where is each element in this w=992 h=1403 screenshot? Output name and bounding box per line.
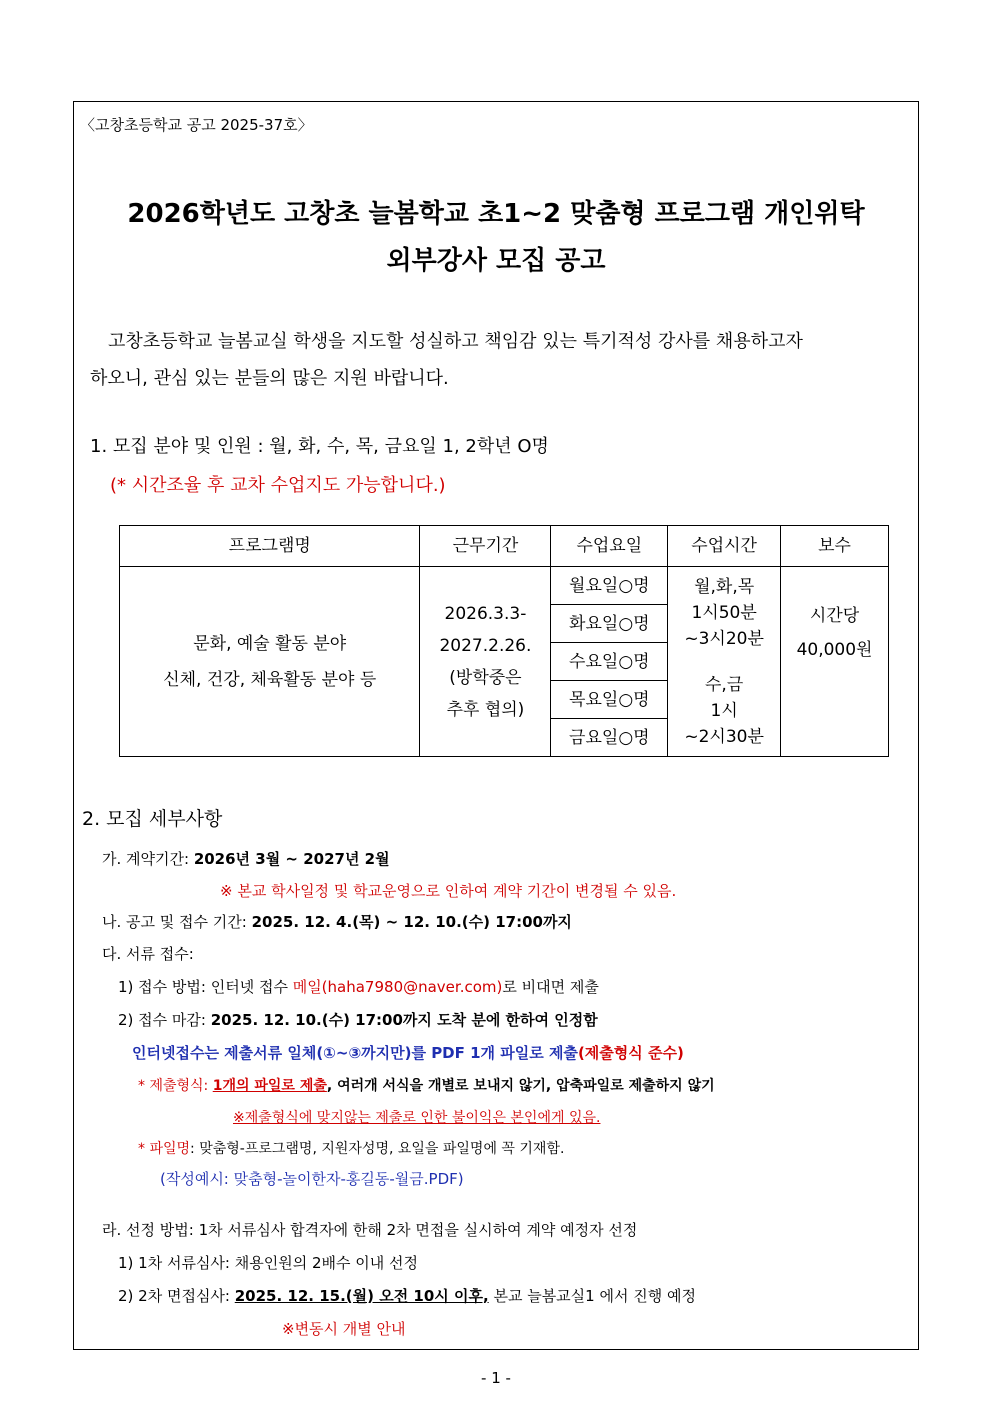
intro-line1: 고창초등학교 늘봄교실 학생을 지도할 성실하고 책임감 있는 특기적성 강사를 채용하고자 — [108, 331, 803, 352]
da1-item: 1) 접수 방법: 인터넷 접수 메일(haha7980@naver.com)로 비대면 제출 — [118, 978, 599, 996]
ga-note: ※ 본교 학사일정 및 학교운영으로 인하여 계약 기간이 변경될 수 있음. — [220, 882, 677, 900]
header-program: 프로그램명 — [120, 526, 420, 567]
day-cell: 화요일○명 — [551, 605, 668, 643]
header-period: 근무기간 — [420, 526, 551, 567]
section2-heading: 2. 모집 세부사항 — [82, 808, 223, 830]
da2-item: 2) 접수 마감: 2025. 12. 10.(수) 17:00까지 도착 분에 한하여 인정함 — [118, 1011, 598, 1029]
submission-format: * 제출형식: 1개의 파일로 제출, 여러개 서식을 개별로 보내지 않기, 압축파일로 제출하지 않기 — [138, 1078, 715, 1094]
time-cell: 월,화,목 1시50분 ~3시20분 수,금 1시 ~2시30분 — [668, 567, 781, 757]
program-table — [119, 525, 889, 757]
file-name-example: (작성예시: 맞춤형-놀이한자-홍길동-월금.PDF) — [160, 1170, 464, 1188]
pay-cell: 시간당 40,000원 — [781, 567, 889, 757]
section1-heading: 1. 모집 분야 및 인원 : 월, 화, 수, 목, 금요일 1, 2학년 O명 — [90, 436, 549, 457]
da-item: 다. 서류 접수: — [102, 945, 194, 963]
file-name-rule: * 파일명: 맞춤형-프로그램명, 지원자성명, 요일을 파일명에 꼭 기재함. — [138, 1141, 565, 1157]
day-cell: 수요일○명 — [551, 643, 668, 681]
ra2-note: ※변동시 개별 안내 — [282, 1320, 406, 1338]
internet-submission-note: 인터넷접수는 제출서류 일체(①~③까지만)를 PDF 1개 파일로 제출(제출형식 준수) — [132, 1044, 684, 1062]
header-pay: 보수 — [781, 526, 889, 567]
ra2-item: 2) 2차 면접심사: 2025. 12. 15.(월) 오전 10시 이후, 본교 늘봄교실1 에서 진행 예정 — [118, 1287, 696, 1305]
ra1-item: 1) 1차 서류심사: 채용인원의 2배수 이내 선정 — [118, 1254, 418, 1272]
intro-line2: 하오니, 관심 있는 분들의 많은 지원 바랍니다. — [90, 368, 449, 389]
ga-item: 가. 계약기간: 2026년 3월 ~ 2027년 2월 — [102, 850, 390, 868]
period-cell: 2026.3.3- 2027.2.26. (방학중은 추후 협의) — [420, 567, 551, 757]
page-title-line1: 2026학년도 고창초 늘봄학교 초1~2 맞춤형 프로그램 개인위탁 — [127, 199, 865, 229]
ra-item: 라. 선정 방법: 1차 서류심사 합격자에 한해 2차 면접을 실시하여 계약 예정자 선정 — [102, 1221, 638, 1239]
email-link[interactable]: 메일(haha7980@naver.com) — [292, 978, 503, 996]
program-cell: 문화, 예술 활동 분야 신체, 건강, 체육활동 분야 등 — [120, 567, 420, 757]
day-cell: 목요일○명 — [551, 681, 668, 719]
header-time: 수업시간 — [668, 526, 781, 567]
header-day: 수업요일 — [551, 526, 668, 567]
notice-number: 〈고창초등학교 공고 2025-37호〉 — [80, 116, 313, 134]
na-item: 나. 공고 및 접수 기간: 2025. 12. 4.(목) ~ 12. 10.(수) 17:00까지 — [102, 913, 572, 931]
day-cell: 월요일○명 — [551, 567, 668, 605]
page-title-line2: 외부강사 모집 공고 — [386, 246, 606, 276]
section1-note: (* 시간조율 후 교차 수업지도 가능합니다.) — [110, 475, 446, 496]
submission-format-note: ※제출형식에 맞지않는 제출로 인한 불이익은 본인에게 있음. — [233, 1110, 601, 1126]
day-cell: 금요일○명 — [551, 719, 668, 757]
page-number: - 1 - — [481, 1369, 511, 1387]
